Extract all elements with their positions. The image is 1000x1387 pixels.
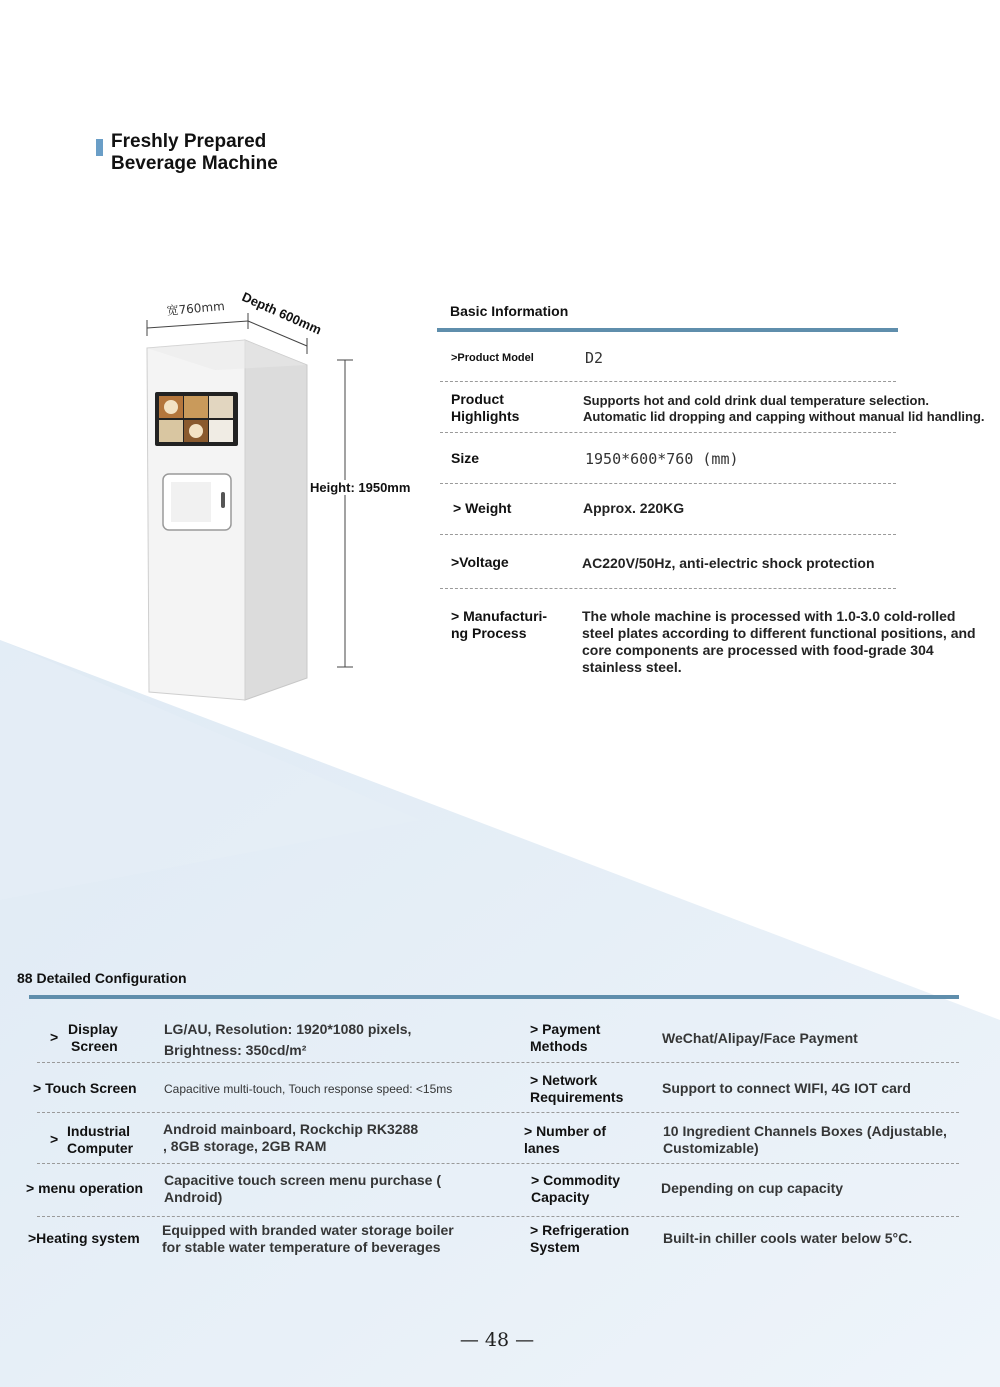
divider — [37, 1062, 959, 1063]
heating-system-value: Equipped with branded water storage boiler for stable water temperature of beverages — [162, 1222, 454, 1255]
product-highlights-value: Supports hot and cold drink dual temperature selection. Automatic lid dropping and capping without manual lid handling. — [583, 393, 985, 424]
refrigeration-system-value: Built-in chiller cools water below 5°C. — [663, 1230, 913, 1246]
payment-methods-label: > Payment Methods — [530, 1021, 601, 1054]
industrial-computer-label: Industrial Computer — [67, 1123, 134, 1156]
divider — [440, 483, 896, 484]
commodity-capacity-value: Depending on cup capacity — [661, 1180, 844, 1196]
touch-screen-label: > Touch Screen — [33, 1080, 137, 1096]
height-dimension-label: Height: 1950mm — [310, 480, 411, 495]
commodity-capacity-label: > Commodity Capacity — [531, 1172, 621, 1205]
divider — [440, 432, 896, 433]
product-model-value: D2 — [585, 349, 604, 367]
chevron-icon: > — [50, 1131, 59, 1147]
voltage-value: AC220V/50Hz, anti-electric shock protection — [582, 555, 875, 571]
number-of-lanes-value: 10 Ingredient Channels Boxes (Adjustable, Customizable) — [663, 1123, 947, 1156]
depth-dimension-label: Depth 600mm — [239, 289, 324, 338]
menu-operation-value: Capacitive touch screen menu purchase ( Android) — [164, 1172, 441, 1205]
width-dimension-label: 宽760mm — [166, 298, 226, 318]
network-requirements-value: Support to connect WIFI, 4G IOT card — [662, 1080, 911, 1096]
heating-system-label: >Heating system — [28, 1230, 140, 1246]
divider — [440, 534, 896, 535]
weight-label: > Weight — [453, 500, 512, 516]
size-value: 1950*600*760 (mm) — [585, 450, 739, 468]
basic-info-rule — [437, 328, 898, 332]
detailed-config-title: 88 Detailed Configuration — [17, 970, 187, 986]
network-requirements-label: > Network Requirements — [530, 1072, 624, 1105]
product-model-label: >Product Model — [451, 352, 534, 364]
divider — [440, 381, 896, 382]
divider — [37, 1163, 959, 1164]
industrial-computer-value: Android mainboard, Rockchip RK3288 , 8GB storage, 2GB RAM — [163, 1121, 419, 1154]
page-title — [111, 131, 278, 175]
weight-value: Approx. 220KG — [583, 500, 685, 516]
chevron-icon: > — [50, 1029, 59, 1045]
display-screen-value: LG/AU, Resolution: 1920*1080 pixels, Brightness: 350cd/m² — [164, 1021, 412, 1058]
divider — [440, 588, 896, 589]
refrigeration-system-label: > Refrigeration System — [530, 1222, 630, 1255]
detailed-config-rule — [29, 995, 959, 999]
size-label: Size — [451, 450, 480, 466]
voltage-label: >Voltage — [451, 554, 509, 570]
product-highlights-label: Product Highlights — [451, 391, 520, 424]
manufacturing-process-value: The whole machine is processed with 1.0-3.0 cold-rolled steel plates according to different functional positions, and core components are processed with food-grade 304 stainless steel. — [582, 608, 976, 675]
number-of-lanes-label: > Number of lanes — [524, 1123, 607, 1156]
display-screen-label: Display Screen — [68, 1021, 118, 1054]
manufacturing-process-label: > Manufacturi- ng Process — [451, 608, 548, 641]
divider — [37, 1216, 959, 1217]
basic-info-title: Basic Information — [450, 303, 569, 319]
page-title-line2: Beverage Machine — [111, 153, 278, 174]
page-number: — 48 — — [459, 1329, 535, 1351]
title-accent-bar — [96, 139, 103, 156]
page-title-line1: Freshly Prepared — [111, 131, 267, 152]
touch-screen-value: Capacitive multi-touch, Touch response speed: <15ms — [164, 1082, 453, 1096]
payment-methods-value: WeChat/Alipay/Face Payment — [662, 1030, 858, 1046]
divider — [37, 1112, 959, 1113]
menu-operation-label: > menu operation — [26, 1180, 144, 1196]
